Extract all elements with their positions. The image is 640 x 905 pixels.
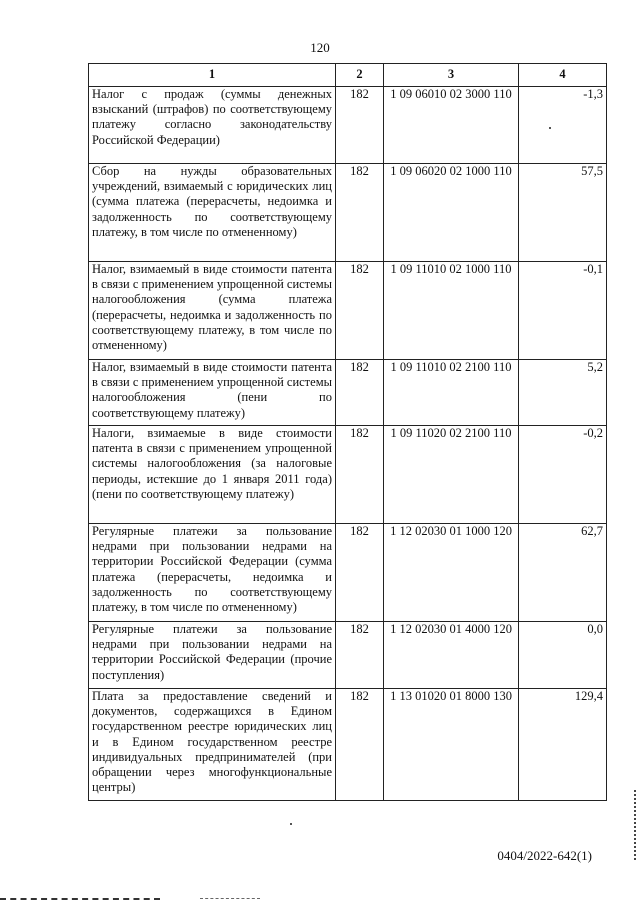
row-col2: 182 xyxy=(336,164,384,262)
header-col-1: 1 xyxy=(89,64,336,87)
row-amount: -0,2 xyxy=(519,426,607,524)
row-code: 1 09 06020 02 1000 110 xyxy=(384,164,519,262)
row-amount: -0,1 xyxy=(519,262,607,360)
row-code: 1 09 06010 02 3000 110 xyxy=(384,87,519,164)
row-col2: 182 xyxy=(336,689,384,801)
row-amount: 129,4 xyxy=(519,689,607,801)
scan-edge-mark xyxy=(0,898,160,900)
row-amount: 5,2 xyxy=(519,360,607,426)
row-name: Сбор на нужды образовательных учреждений, взимаемый с юридических лиц (сумма платежа (перерасчеты, недоимка и задолженность по соответствующему платежу, в том числе по отмененному) xyxy=(89,164,336,262)
table-header-row xyxy=(89,64,607,87)
table-row xyxy=(89,622,607,689)
header-col-2: 2 xyxy=(336,64,384,87)
table-row xyxy=(89,164,607,262)
header-col-3: 3 xyxy=(384,64,519,87)
row-code: 1 09 11010 02 1000 110 xyxy=(384,262,519,360)
scan-edge-mark xyxy=(200,898,260,899)
row-name: Регулярные платежи за пользование недрами при пользовании недрами на территории Российской Федерации (прочие поступления) xyxy=(89,622,336,689)
row-amount: 62,7 xyxy=(519,524,607,622)
table-row xyxy=(89,689,607,801)
table-row xyxy=(89,262,607,360)
row-code: 1 09 11010 02 2100 110 xyxy=(384,360,519,426)
row-col2: 182 xyxy=(336,262,384,360)
table-row xyxy=(89,426,607,524)
row-name: Плата за предоставление сведений и документов, содержащихся в Едином государственном реестре юридических лиц и в Едином государственном реестре индивидуальных предпринимателей (при обращении через многофункциональные центры) xyxy=(89,689,336,801)
row-col2: 182 xyxy=(336,622,384,689)
row-amount: -1,3 xyxy=(519,87,607,164)
row-name: Налоги, взимаемые в виде стоимости патента в связи с применением упрощенной системы налогообложения (за налоговые периоды, истекшие до 1 января 2011 года) (пени по соответствующему платежу) xyxy=(89,426,336,524)
table-row xyxy=(89,360,607,426)
row-col2: 182 xyxy=(336,524,384,622)
row-code: 1 13 01020 01 8000 130 xyxy=(384,689,519,801)
scan-speck xyxy=(290,823,292,825)
table-row xyxy=(89,524,607,622)
row-name: Налог с продаж (суммы денежных взысканий (штрафов) по соответствующему платежу согласно законодательству Российской Федерации) xyxy=(89,87,336,164)
row-col2: 182 xyxy=(336,360,384,426)
row-name: Налог, взимаемый в виде стоимости патента в связи с применением упрощенной системы налогообложения (пени по соответствующему платежу) xyxy=(89,360,336,426)
page-number: 120 xyxy=(310,40,330,55)
header-col-4: 4 xyxy=(519,64,607,87)
revenue-table xyxy=(88,63,607,801)
row-name: Регулярные платежи за пользование недрами при пользовании недрами на территории Российской Федерации (сумма платежа (перерасчеты, недоимка и задолженность по соответствующему платежу, в том числе по отмененному) xyxy=(89,524,336,622)
row-amount: 57,5 xyxy=(519,164,607,262)
row-code: 1 09 11020 02 2100 110 xyxy=(384,426,519,524)
row-col2: 182 xyxy=(336,426,384,524)
scan-side-mark xyxy=(634,790,636,860)
row-code: 1 12 02030 01 1000 120 xyxy=(384,524,519,622)
table-row xyxy=(89,87,607,164)
row-amount: 0,0 xyxy=(519,622,607,689)
document-footer-code: 0404/2022-642(1) xyxy=(497,848,592,863)
row-code: 1 12 02030 01 4000 120 xyxy=(384,622,519,689)
row-col2: 182 xyxy=(336,87,384,164)
scan-speck xyxy=(549,127,551,129)
row-name: Налог, взимаемый в виде стоимости патента в связи с применением упрощенной системы налогообложения (сумма платежа (перерасчеты, недоимка и задолженность по соответствующему платежу, в том числе по отмененному) xyxy=(89,262,336,360)
